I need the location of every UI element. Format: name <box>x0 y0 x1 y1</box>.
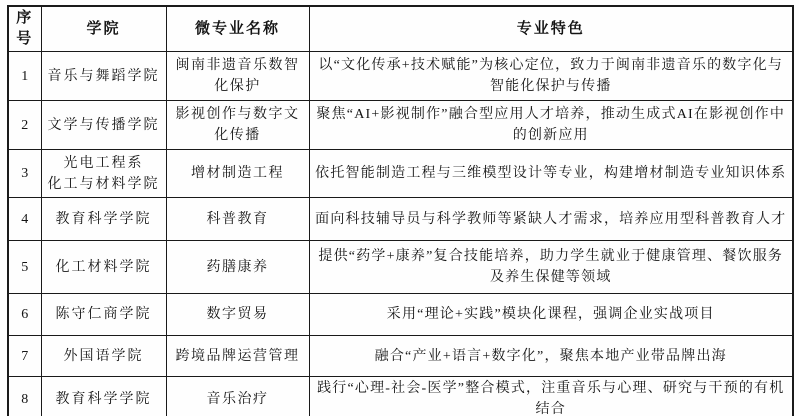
cell-number: 2 <box>8 101 41 150</box>
cell-feature: 提供“药学+康养”复合技能培养，助力学生就业于健康管理、餐饮服务及养生保健等领域 <box>309 241 793 294</box>
cell-college: 外国语学院 <box>41 336 166 377</box>
table-row <box>8 336 793 377</box>
cell-feature: 以“文化传承+技术赋能”为核心定位，致力于闽南非遗音乐的数字化与智能化保护与传播 <box>309 52 793 101</box>
cell-college: 化工材料学院 <box>41 241 166 294</box>
header-row <box>8 6 793 52</box>
cell-feature: 践行“心理-社会-医学”整合模式，注重音乐与心理、研究与干预的有机结合 <box>309 377 793 416</box>
cell-major-name: 闽南非遗音乐数智化保护 <box>166 52 309 101</box>
table-row <box>8 150 793 198</box>
cell-feature: 面向科技辅导员与科学教师等紧缺人才需求，培养应用型科普教育人才 <box>309 198 793 241</box>
cell-major-name: 科普教育 <box>166 198 309 241</box>
cell-feature: 依托智能制造工程与三维模型设计等专业，构建增材制造专业知识体系 <box>309 150 793 198</box>
header-cell-feature: 专业特色 <box>309 6 793 52</box>
cell-number: 7 <box>8 336 41 377</box>
cell-major-name: 跨境品牌运营管理 <box>166 336 309 377</box>
cell-college: 陈守仁商学院 <box>41 294 166 336</box>
header-cell-college: 学院 <box>41 6 166 52</box>
table-row <box>8 198 793 241</box>
table-header <box>8 6 793 52</box>
table-body <box>8 52 793 416</box>
cell-college: 教育科学学院 <box>41 198 166 241</box>
table-row <box>8 241 793 294</box>
cell-number: 1 <box>8 52 41 101</box>
cell-number: 8 <box>8 377 41 416</box>
cell-college: 教育科学学院 <box>41 377 166 416</box>
table-row <box>8 377 793 416</box>
cell-major-name: 药膳康养 <box>166 241 309 294</box>
cell-major-name: 音乐治疗 <box>166 377 309 416</box>
cell-college: 文学与传播学院 <box>41 101 166 150</box>
cell-college: 音乐与舞蹈学院 <box>41 52 166 101</box>
cell-major-name: 影视创作与数字文化传播 <box>166 101 309 150</box>
table-row <box>8 52 793 101</box>
micro-majors-table <box>7 5 794 416</box>
table-row <box>8 294 793 336</box>
cell-major-name: 增材制造工程 <box>166 150 309 198</box>
cell-number: 6 <box>8 294 41 336</box>
table-row <box>8 101 793 150</box>
cell-major-name: 数字贸易 <box>166 294 309 336</box>
cell-number: 5 <box>8 241 41 294</box>
cell-feature: 聚焦“AI+影视制作”融合型应用人才培养，推动生成式AI在影视创作中的创新应用 <box>309 101 793 150</box>
cell-number: 4 <box>8 198 41 241</box>
header-cell-number: 序号 <box>8 6 41 52</box>
cell-college: 光电工程系 化工与材料学院 <box>41 150 166 198</box>
cell-number: 3 <box>8 150 41 198</box>
header-cell-major-name: 微专业名称 <box>166 6 309 52</box>
cell-feature: 采用“理论+实践”模块化课程，强调企业实战项目 <box>309 294 793 336</box>
cell-feature: 融合“产业+语言+数字化”，聚焦本地产业带品牌出海 <box>309 336 793 377</box>
